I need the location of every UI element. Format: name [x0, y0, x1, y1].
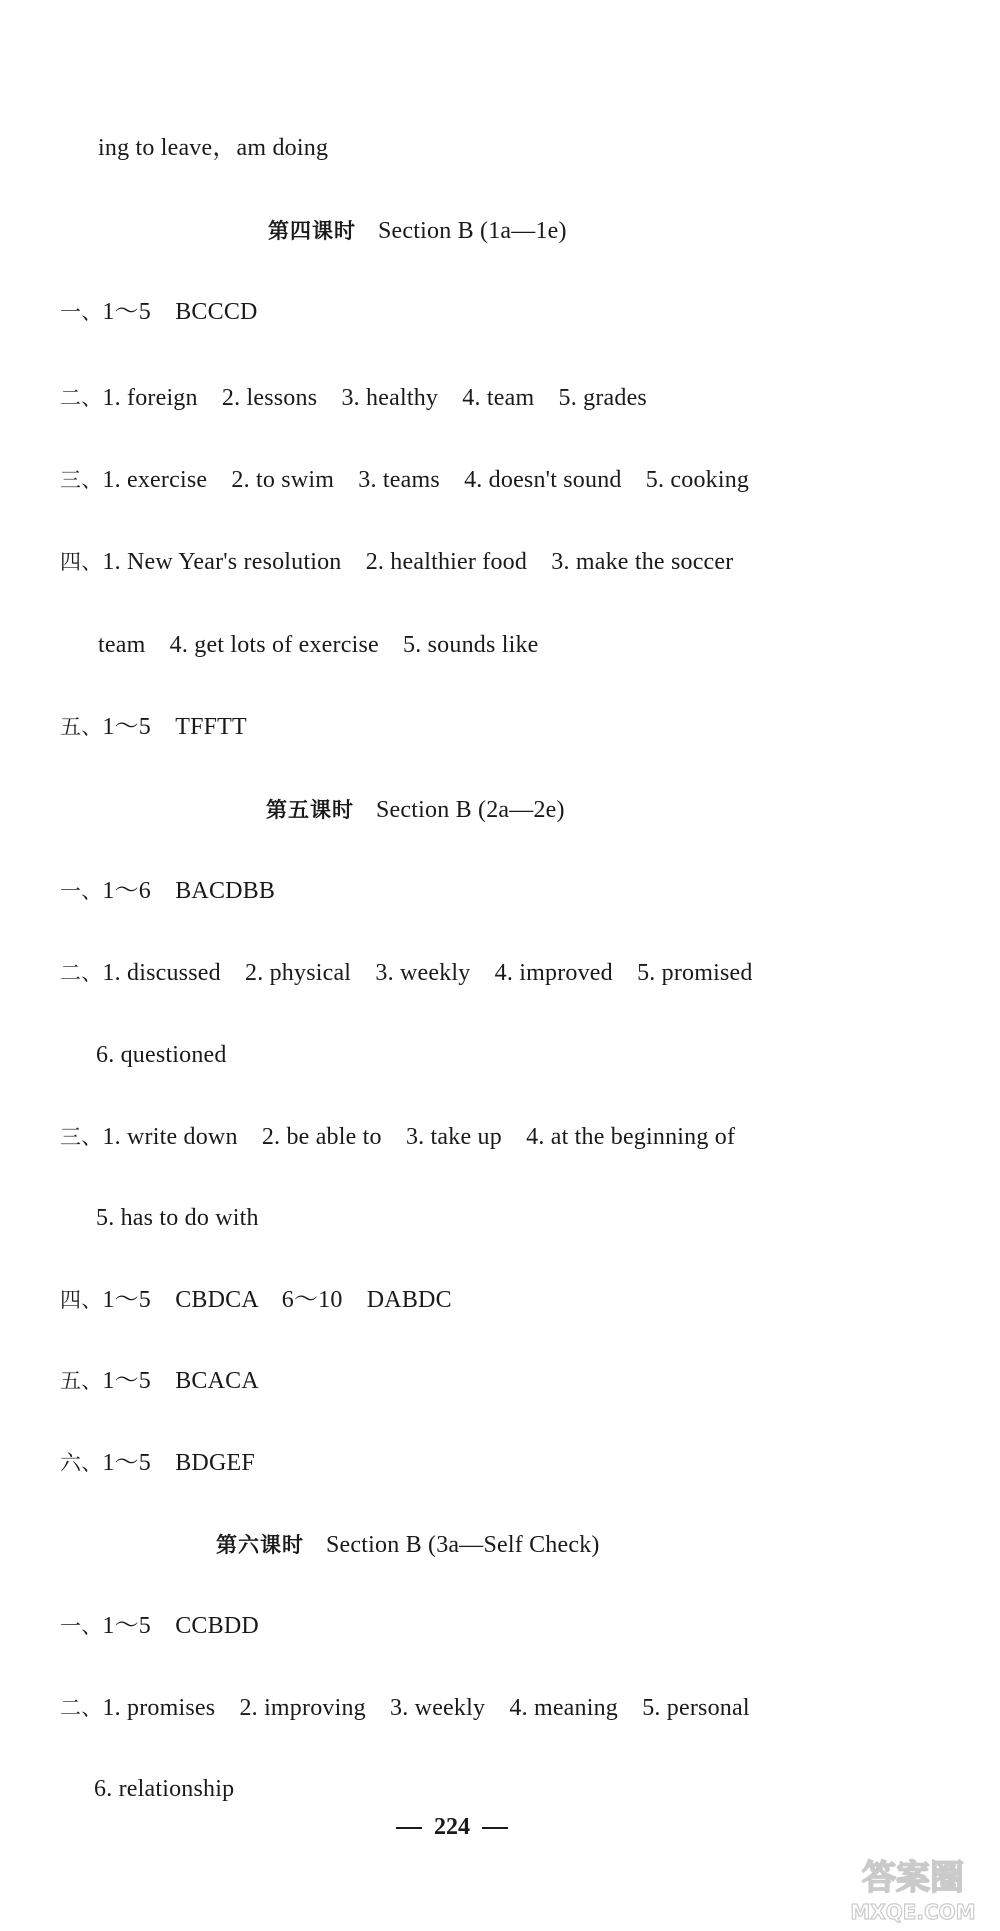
answer-text: 1. foreign 2. lessons 3. healthy 4. team 5. grades — [102, 385, 647, 411]
answer-text: 1～5 TFFTT — [102, 714, 247, 740]
section-heading-6 — [216, 1530, 600, 1560]
page-number-text: 224 — [434, 1814, 470, 1840]
answer-line — [60, 1693, 750, 1723]
question-number: 一、 — [60, 879, 103, 903]
question-number: 二、 — [60, 386, 103, 410]
question-number: 五、 — [60, 715, 103, 739]
question-number: 三、 — [60, 468, 103, 492]
section-heading-5 — [266, 795, 565, 825]
answer-line: 6. relationship — [94, 1776, 235, 1802]
section-heading-4 — [268, 216, 567, 246]
answer-line: ing to leave，am doing — [98, 135, 329, 161]
lesson-title: 第六课时 — [216, 1533, 304, 1557]
answer-text: 1～5 BCACA — [102, 1368, 259, 1394]
answer-text: 1～5 BDGEF — [102, 1450, 255, 1476]
answer-line — [60, 383, 647, 413]
answer-line — [60, 465, 749, 495]
answer-line — [60, 958, 753, 988]
question-number: 二、 — [60, 1696, 103, 1720]
answer-line — [60, 297, 258, 327]
answer-text: 1. exercise 2. to swim 3. teams 4. doesn't sound 5. cooking — [102, 467, 750, 493]
lesson-title: 第五课时 — [266, 798, 354, 822]
question-number: 六、 — [60, 1451, 103, 1475]
question-number: 四、 — [60, 550, 103, 574]
answer-text: 1～6 BACDBB — [102, 878, 276, 904]
answer-line: 6. questioned — [96, 1042, 227, 1068]
question-number: 四、 — [60, 1288, 103, 1312]
section-range: Section B (2a—2e) — [376, 797, 565, 823]
answer-text: 1. New Year's resolution 2. healthier food 3. make the soccer — [102, 549, 734, 575]
answer-line — [60, 1448, 255, 1478]
answer-text: 1～5 CCBDD — [102, 1613, 259, 1639]
question-number: 五、 — [60, 1369, 103, 1393]
answer-text: 1. write down 2. be able to 3. take up 4. at the beginning of — [102, 1124, 736, 1150]
question-number: 二、 — [60, 961, 103, 985]
answer-line: team 4. get lots of exercise 5. sounds like — [98, 632, 539, 658]
answer-line — [60, 1366, 259, 1396]
answer-text: 1. discussed 2. physical 3. weekly 4. improved 5. promised — [102, 960, 753, 986]
answer-text: 1. promises 2. improving 3. weekly 4. meaning 5. personal — [102, 1695, 750, 1721]
dash-right — [482, 1827, 508, 1829]
dash-left — [396, 1827, 422, 1829]
answer-line — [60, 876, 275, 906]
question-number: 一、 — [60, 1614, 103, 1638]
section-range: Section B (1a—1e) — [378, 218, 567, 244]
answer-line — [60, 547, 733, 577]
watermark-bottom-text: MXQE.COM — [850, 1900, 976, 1924]
answer-line — [60, 1122, 735, 1152]
answer-text: 1～5 BCCCD — [102, 299, 258, 325]
watermark-top-text: 答案圈 — [862, 1858, 964, 1898]
answer-line — [60, 712, 247, 742]
watermark-logo — [838, 1847, 988, 1927]
answer-line — [60, 1611, 259, 1641]
lesson-title: 第四课时 — [268, 219, 356, 243]
answer-line: 5. has to do with — [96, 1205, 259, 1231]
answer-text: 1～5 CBDCA 6～10 DABDC — [102, 1287, 452, 1313]
section-range: Section B (3a—Self Check) — [326, 1532, 600, 1558]
page-number — [384, 1812, 520, 1842]
answer-line — [60, 1285, 452, 1315]
question-number: 一、 — [60, 300, 103, 324]
question-number: 三、 — [60, 1125, 103, 1149]
